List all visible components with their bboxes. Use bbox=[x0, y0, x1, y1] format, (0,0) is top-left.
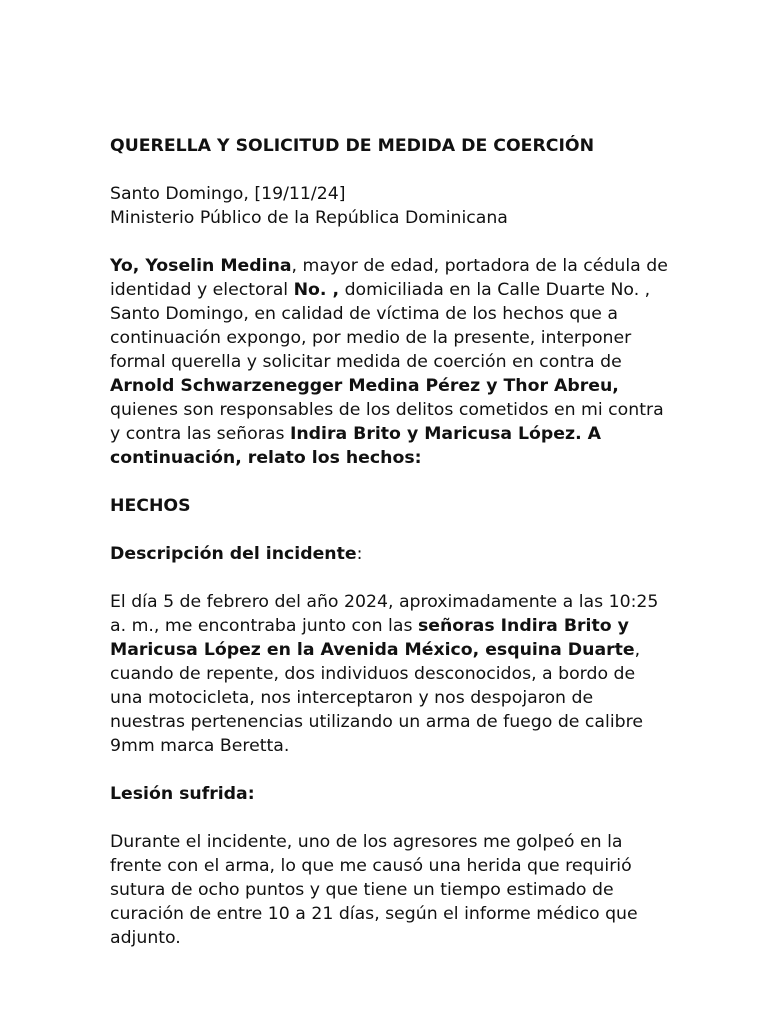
incident-text-1: El día 5 de febrero del año 2024, aproximadamente a las 10:25 a. m., me encontraba junto con las bbox=[110, 592, 659, 636]
incident-heading: Descripción del incidente bbox=[110, 544, 357, 564]
spacer bbox=[110, 566, 670, 590]
document-body bbox=[110, 134, 670, 950]
injury-paragraph: Durante el incidente, uno de los agresores me golpeó en la frente con el arma, lo que me causó una herida que requirió sutura de ocho puntos y que tiene un tiempo estimado de curación de entre 10 a 21 días, según el informe médico que adjunto. bbox=[110, 832, 638, 948]
place-date: Santo Domingo, [19/11/24] bbox=[110, 184, 346, 204]
intro-text-2: domiciliada en la Calle Duarte No. , Santo Domingo, en calidad de víctima de los hechos que a continuación expongo, por medio de la presente, interponer formal querella y solicitar medida de coerción en contra de bbox=[110, 280, 651, 372]
spacer bbox=[110, 758, 670, 782]
incident-location: señoras Indira Brito y Maricusa López en la Avenida México, esquina Duarte bbox=[110, 616, 635, 660]
spacer bbox=[110, 230, 670, 254]
hechos-heading: HECHOS bbox=[110, 496, 191, 516]
incident-paragraph bbox=[110, 590, 670, 758]
incident-heading-colon: : bbox=[356, 544, 363, 564]
accused-names: Arnold Schwarzenegger Medina Pérez y Thor Abreu, bbox=[110, 376, 619, 396]
complainant-name: Yo, Yoselin Medina bbox=[110, 256, 292, 276]
spacer bbox=[110, 158, 670, 182]
intro-paragraph bbox=[110, 254, 670, 470]
spacer bbox=[110, 518, 670, 542]
injury-heading: Lesión sufrida: bbox=[110, 784, 255, 804]
recipient: Ministerio Público de la República Dominicana bbox=[110, 208, 508, 228]
document-title: QUERELLA Y SOLICITUD DE MEDIDA DE COERCIÓN bbox=[110, 136, 595, 156]
spacer bbox=[110, 806, 670, 830]
other-victims: Indira Brito y Maricusa López. A continuación, relato los hechos: bbox=[110, 424, 602, 468]
id-number: No. , bbox=[293, 280, 340, 300]
spacer bbox=[110, 470, 670, 494]
incident-text-2: , cuando de repente, dos individuos desconocidos, a bordo de una motocicleta, nos interceptaron y nos despojaron de nuestras pertenencias utilizando un arma de fuego de calibre 9mm marca Beretta. bbox=[110, 640, 643, 756]
intro-text-1: , mayor de edad, portadora de la cédula de identidad y electoral bbox=[110, 256, 668, 300]
intro-text-3: quienes son responsables de los delitos cometidos en mi contra y contra las señoras bbox=[110, 400, 664, 444]
incident-heading-line bbox=[110, 542, 670, 566]
